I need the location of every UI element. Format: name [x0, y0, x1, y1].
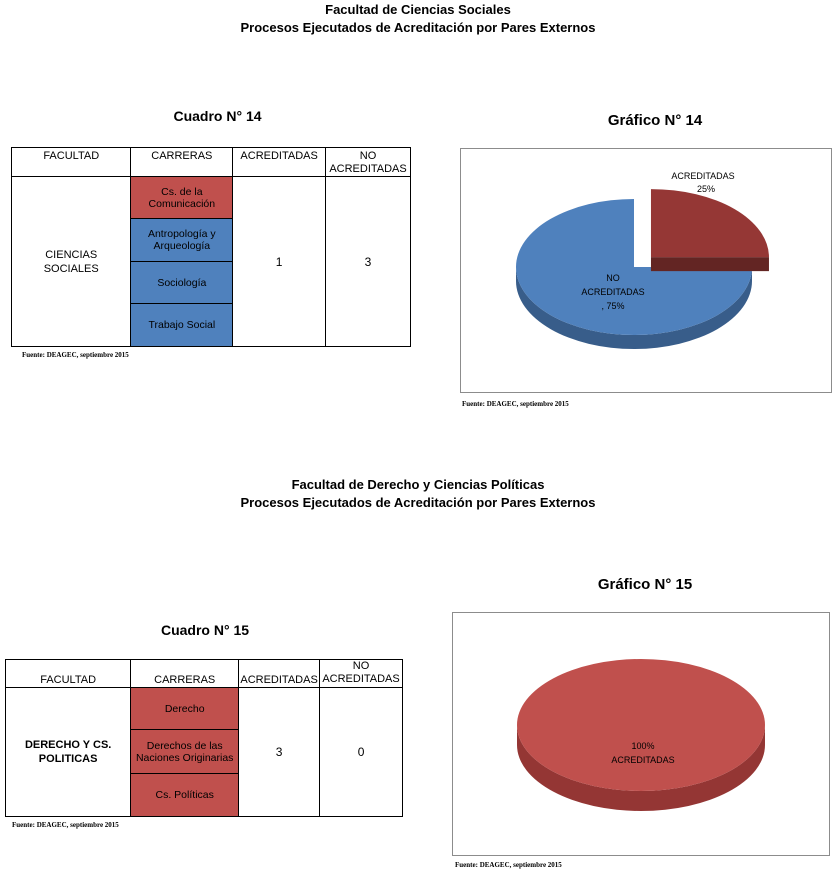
pie-slice-side [651, 257, 769, 271]
section1-title-line1: Facultad de Ciencias Sociales [325, 2, 511, 17]
carrera-cell [131, 304, 233, 347]
data-label: , 75% [601, 301, 625, 311]
facultad-name: CIENCIAS SOCIALES [43, 248, 99, 275]
carrera-cell [131, 219, 233, 262]
section2-title-line2: Procesos Ejecutados de Acreditación por Pares Externos [240, 495, 596, 510]
chart14-frame [460, 148, 832, 393]
header-no-acreditadas: NO ACREDITADAS [326, 148, 411, 177]
data-label: ACREDITADAS [611, 755, 675, 765]
header-acreditadas: ACREDITADAS [239, 660, 320, 688]
chart14-caption: Gráfico N° 14 [607, 112, 703, 129]
carrera-cell [131, 262, 233, 304]
table15-source: Fuente: DEAGEC, septiembre 2015 [12, 821, 119, 829]
carrera-cell [131, 177, 233, 219]
carrera-label: Cs. Políticas [155, 789, 214, 801]
chart15-source: Fuente: DEAGEC, septiembre 2015 [455, 861, 562, 869]
no-acreditadas-value: 3 [326, 177, 411, 347]
facultad-cell [12, 177, 131, 347]
data-label: ACREDITADAS [581, 287, 645, 297]
chart15-caption: Gráfico N° 15 [597, 576, 693, 593]
chart15-frame [452, 612, 830, 856]
carrera-cell [131, 688, 239, 730]
header-facultad: FACULTAD [6, 660, 131, 688]
pie-slice-acreditadas [517, 659, 765, 791]
chart14-pie [461, 149, 831, 392]
table14-caption: Cuadro N° 14 [173, 108, 262, 124]
header-facultad: FACULTAD [12, 148, 131, 177]
carrera-cell [131, 774, 239, 817]
carrera-label: Antropología y Arqueología [147, 228, 216, 252]
carrera-label: Derecho [164, 702, 205, 715]
data-label: 100% [631, 741, 655, 751]
carrera-label: Sociología [157, 276, 207, 289]
header-no-acreditadas: NO ACREDITADAS [320, 660, 403, 688]
header-carreras: CARRERAS [131, 660, 239, 688]
section1-title-line2: Procesos Ejecutados de Acreditación por Pares Externos [240, 20, 596, 35]
table15-caption: Cuadro N° 15 [160, 622, 250, 638]
chart15-pie [453, 613, 829, 855]
pie-slice-acreditadas [651, 189, 769, 257]
carrera-label: Derechos de las Naciones Originarias [135, 739, 234, 764]
table14-source: Fuente: DEAGEC, septiembre 2015 [22, 351, 129, 359]
header-acreditadas: ACREDITADAS [233, 148, 326, 177]
no-acreditadas-value: 0 [320, 688, 403, 817]
carrera-label: Trabajo Social [148, 319, 216, 331]
table15 [5, 659, 403, 817]
carrera-label: Cs. de la Comunicación [148, 185, 216, 210]
carrera-cell [131, 730, 239, 774]
table14 [11, 147, 411, 347]
chart14-source: Fuente: DEAGEC, septiembre 2015 [462, 400, 569, 408]
header-carreras: CARRERAS [131, 148, 233, 177]
data-label: 25% [696, 184, 716, 194]
acreditadas-value: 1 [233, 177, 326, 347]
data-label: ACREDITADAS [671, 171, 735, 181]
acreditadas-value: 3 [239, 688, 320, 817]
facultad-name: DERECHO Y CS. POLITICAS [24, 739, 112, 765]
facultad-cell [6, 688, 131, 817]
section2-title-line1: Facultad de Derecho y Ciencias Políticas [291, 477, 545, 492]
data-label: NO [606, 273, 620, 283]
